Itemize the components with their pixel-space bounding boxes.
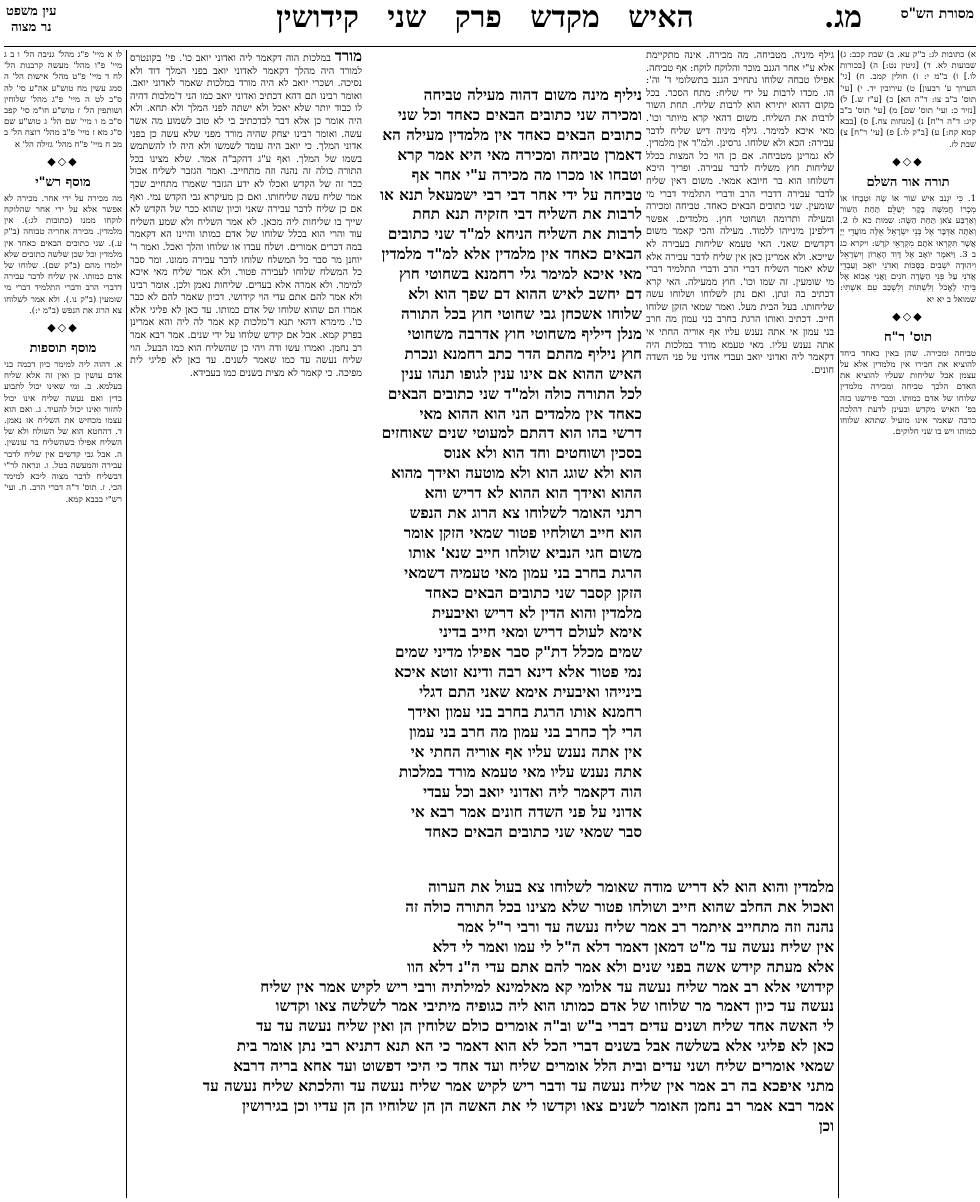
gemara-lower-block bbox=[130, 878, 834, 1200]
gemara-upper-line: הזקן קסבר שני כתובים הבאים כאחד bbox=[425, 583, 642, 602]
masoret-hashas-text: א) כתובות לג: ב"ק עא. ב) שבת קכב: ג) שבועות לא. ד) [גיטין נט:] ה) [בכורות לו.] ו) ב"מ י: ז) חולין קמב. ח) [גי' הערוך ע' רבעון] ט) עירובין יד. י) [עי' תוס' ב"ב צו: ד"ה הא] כ) [ע"ז ש.] ל) [נזיר כ: ועי' תוס' שם] מ) [עי' תוס' ב"ב קיג: ד"ה ר"ח] נ) [מנחות צח.] ס) [בבא קמא קח:] ע) [ב"ק לו.] פ) [עי' ר"ח] צ) שבת לז. bbox=[840, 50, 976, 150]
gemara-upper-line: הבאים כאחד אין מלמדין אלא למ"ד מלמדין bbox=[381, 245, 642, 264]
tos-rhch-text: טביחה ומכירה. שהן באין כאחד ביחד להוציא את חבירו אין מלמדין אלא על עצמן אבל שליחות שעליו להוציא את האדם הלכך טביחה ומכירה מלמדין שלוחו של אדם כמותו. וכבר פירשנו בזה בפ' האיש מקדש ובעינן לדעת דהלכה כרבה שאמר אינו מועיל שתהא שלוחו כמותו ויש בו שני חלוקים. bbox=[840, 348, 976, 438]
gemara-upper-line: ומכירה שני כתובים הבאים כאחד וכל שני bbox=[397, 105, 642, 124]
ein-mishpat-text: לו א מיי' פ"ג מהל' גניבה הל' ו ב ג מיי' פ"ו מהל' מעשה קרבנות הל' לח ד מיי' פ"ט מהל' אישות הל' ה סמג עשין מח טוש"ע אה"ע סי' לה ס"ב לט ה מיי' פ"ג מהל' שלוחין ושותפין הל' ז טוש"ע חו"מ סי' קפב ס"ב מ ו מיי' שם הל' ג טוש"ע שם ס"ג מא ז מיי' פ"ב מהל' רוצח הל' ב מב ח מיי' פ"ח מהל' גזילה הל' א bbox=[4, 50, 122, 150]
musaf-tosafot-text: א. דהוה ליה למימר כיון דכמה בני אדם עושין כן ואין זה אלא שליח בעלמא. ב. ומי שאינו יכול לתבוע בדין ואם נעשה שליח אינו יכול לחזור ואינו יכול להעיד. ג. ואם הוא עצמו מכחיש את השליח אז נאמן. ד. דהחטא הוא של השולח ולא של השליח אפילו כשהשליח בר עונשין. ה. אבל גבי קדשים אין שליח לדבר עבירה והמעשה בטל. ו. ונראה לר"י דבשליח לדבר מצוה ליכא למימר הכי. ז. תוס' ד"ה דברי הרב. ח. ועי' רש"י בבבא קמא. bbox=[4, 360, 122, 505]
gemara-upper-line: טביחה על ידי אחר דבי רבי ישמעאל תנא או bbox=[380, 185, 642, 204]
gemara-center-column bbox=[366, 86, 642, 896]
ornament-divider: ◆◇◆ bbox=[892, 154, 924, 168]
gemara-upper-line: דאמרן טביחה ומכירה מאי היא אמר קרא bbox=[397, 145, 642, 164]
page-header bbox=[0, 0, 980, 46]
gemara-lower-line: מתני איפכא בה רב אמר אין שליח נעשה עד ודבר ריש לקיש אמר שליח נעשה עד והלכתא שליח נעשה עד bbox=[202, 1077, 834, 1096]
gemara-upper-line: שמים מכלל דת"ק סבר אפילו מדיני שמים bbox=[394, 643, 642, 662]
gemara-upper-line: אימא לעולם דריש ומאי חייב בדיני bbox=[438, 623, 642, 642]
gemara-upper-line: ניליף מינה משום דהוה מעילה טביחה bbox=[423, 86, 642, 104]
rashi-text: גילף מיניה. מטביחה. מה מכירה. אינה מתקיימת אלא ע"י אחר הגנב מוכר והלוקח לוקח: אף טביחה. אפילו טבחה שלוחו נתחייב הגנב בתשלומי ד' וה': הו. מכדו לרבות על ידי שליח: מתח הסכר. בכל מקום דהוא יתירא הוא לרבות שליח. תחת השור לרבות את השליח. משום דהאי קרא מיותר וכו'. מאי איכא למימר. גילף מיניה דיש שליח לדבר עבירה: הכא ולא שלוחו. גרסינן. ולמ"ד אין מלמדין. לא גמרינן מטביחה. אם כן הוי כל המצות בכלל שליחות חוץ משליח לדבר עבירה. ופריך היכא דשלוחו הוא בר חיובא אמאי. משום דאין שליח לדבר עבירה דדברי הרב ודברי התלמיד דברי מי שומעין. שני כתובים הבאים כאחד. טביחה ומכירה ומעילה ותרומה ושחוטי חוץ. מלמדים. אפשר דילפינן מינייהו ללמוד. מעילה והכי קאמר משום דקדשים שאני. האי טעמא שליחות בעבירה לא שייכא. ולא אמרינן כאן אין שליח לדבר עבירה אלא שלא יאמר השליח דברי הרב ודברי התלמיד דברי מי שומעין. זה שמו וכו'. חוץ ממעילה. האי קרא דכתיב בה ונתן. ואם נתן לשלוחו ושלוחו עשה שליחותו. בעל הבית מעל. ואמר שמאי הזקן שלוחו חייב. דכתיב ואותו הרגת בחרב בני עמון מה חרב בני עמון אי אתה נענש עליו אף אוריה החתי אי אתה נענש עליו. מאי טעמא מורד במלכות היה דקאמר ליה ואדוני יואב ועבדי אדוני על פני השדה חונים. bbox=[646, 50, 834, 376]
ornament-divider: ◆◇◆ bbox=[892, 309, 924, 323]
gemara-lower-line: כאן לא פליגי אלא בשלשה אבל בשנים דברי הכל לא הוא דאמר כי הא תנא דתניא רבי נתן אומר בית bbox=[236, 1037, 834, 1056]
gemara-upper-line: ההוא ואידך הוא ההוא לא דריש והא bbox=[424, 484, 642, 503]
gemara-lower-line: אמר רבא אמר רב נחמן האומר לשנים צאו וקדשו לי את האשה הן הן שלוחיו הן הן עדיו וכן בגירושין bbox=[242, 1096, 834, 1115]
ornament-divider: ◆◇◆ bbox=[47, 154, 79, 168]
gemara-upper-line: רתני האומר לשלוחו צא הרוג את הנפש bbox=[409, 504, 642, 523]
ein-mishpat-heading-line2: נר מצוה bbox=[10, 20, 52, 35]
gemara-upper-line: בינייהו ואיבעית אימא שאני התם דגלי bbox=[419, 683, 642, 702]
column-divider bbox=[838, 50, 839, 1198]
gemara-upper-line: הרי לך כחרב בני עמון מה חרב בני עמון bbox=[409, 723, 642, 741]
gemara-lower-line: אין שליח נעשה עד מ"ט דמאן דאמר דלא ה"ל לי עמו ואמר לי דלא bbox=[432, 937, 834, 956]
header-rule bbox=[4, 46, 976, 47]
musaf-rashi-title: מוסף רש"י bbox=[35, 174, 91, 190]
gemara-lower-line: נהנה וזה מתחייב איתמר רב אמר שליח נעשה עד ורבי ר"ל אמר bbox=[457, 917, 834, 936]
gemara-upper-line: נמי פטור אלא דינא רבה ודינא זוטא איכא bbox=[394, 663, 642, 682]
tosafot-column bbox=[130, 50, 362, 930]
gemara-upper-line: הוא חייב ושולחיו פטור שמאי הזקן אומר bbox=[403, 523, 642, 542]
gemara-upper-line: דרשי בהו הוא דהתם למעוטי שנים שאוחזים bbox=[381, 424, 642, 443]
folio-number: מג. bbox=[823, 0, 862, 35]
gemara-upper-line: רחמנא אותו הרגת בחרב בני עמון ואידך bbox=[407, 703, 642, 722]
gemara-upper-line: מלמדין והוא הדין לא דריש ואיבעית bbox=[432, 603, 642, 622]
gemara-upper-line: אתה נענש עליו מאי טעמא מורד במלכות bbox=[398, 762, 642, 781]
gemara-lower-line: נעשה עד כיון דאמר מר שלוחו של אדם כמותו הוא ליה כגופיה מיתיבי אמר לשלשה צאו וקדשו bbox=[275, 997, 834, 1016]
gemara-upper-text bbox=[366, 86, 642, 842]
masoret-hashas-heading: מסורת הש"ס bbox=[900, 6, 974, 22]
gemara-lower-line: שמאי אומרים שליח ושני עדים ובית הלל אומרים שליח ועד אחד כי היכי דפשוט ועד אחא בריה דרבא bbox=[233, 1057, 834, 1076]
ein-mishpat-heading bbox=[6, 4, 56, 36]
gemara-upper-line: מאי איכא למימר גלי רחמנא בשחוטי חוץ bbox=[398, 265, 642, 284]
gemara-upper-line: הוה דקאמר ליה ואדוני יואב וכל עבדי bbox=[423, 782, 642, 801]
musaf-rashi-text: מה מכירה על ידי אחר. מכירה לא אפשר אלא על ידי אחר שהלוקח לוקחו ממנו (כתובות לג:). אין מלמדין. מכירה אחריה טבוחה (ב"ק ע.). שני כתובים הבאים כאחד אין מלמדין וכל שכן שלשה כתובים שלא ילמדו מהם (ב"ק שם). שלוחו של אדם כמותו. אין שליח לדבר עבירה דדברי הרב ודברי התלמיד דברי מי שומעין (ב"ק נו.). ולא אמר לשלוחו צא הרוג את הנפש (ב"מ י:). bbox=[4, 193, 122, 316]
rashi-column bbox=[646, 50, 834, 930]
gemara-lower-line: וכן bbox=[818, 1116, 834, 1135]
gemara-lower-text bbox=[130, 878, 834, 1137]
gemara-upper-line: לרבות את השליח דבי חזקיה תנא תחת bbox=[412, 205, 642, 224]
gemara-lower-line: קידושי אלא רב אמר שליח נעשה עד אלומי קא מאלמינא למילתיה ורבי ריש לקיש אמר אין שליח bbox=[260, 977, 834, 996]
gemara-upper-line: לכל התורה כולה ולמ"ד שני כתובים הבאים bbox=[387, 384, 642, 403]
gemara-upper-line: מנלן דיליף משחוטי חוץ אדרבה משחוטי bbox=[407, 324, 642, 343]
gemara-upper-line: משום חגי הנביא שולחו חייב שנא' אותו bbox=[408, 543, 642, 562]
gemara-upper-line: כאחד אין מלמדים הני הוא ההוא מאי bbox=[419, 404, 642, 423]
tosafot-heading: מורד bbox=[334, 50, 362, 65]
gemara-lower-line: אלא מעתה קידש אשה בפני שנים ולא אמר להם אתם עדי ה"נ דלא הוו bbox=[407, 957, 834, 976]
right-margin-column bbox=[840, 50, 976, 1198]
ornament-divider: ◆◇◆ bbox=[47, 321, 79, 335]
left-margin-column bbox=[4, 50, 122, 1198]
gemara-upper-line: האיש ההוא אם אינו ענין לגופו תנהו ענין bbox=[401, 364, 642, 383]
column-divider bbox=[126, 50, 127, 1198]
gemara-upper-line: חוץ ניליף מהתם הדר כתב רחמנא ונכרת bbox=[404, 344, 642, 363]
gemara-lower-line: לי האשה אחד שליח ושנים עדים דברי ב"ש וב"ה אומרים כולם שלוחין הן ואין שליח נעשה עד עד bbox=[256, 1017, 834, 1036]
musaf-tosafot-title: מוסף תוספות bbox=[29, 341, 97, 357]
gemara-upper-line: סבר שמאי שני כתובים הבאים כאחד bbox=[424, 822, 642, 841]
gemara-upper-line: דם יחשב לאיש ההוא דם שפך הוא ולא bbox=[408, 285, 642, 304]
gemara-upper-line: כתובים הבאים כאחד אין מלמדין מעילה הא bbox=[382, 125, 642, 144]
gemara-lower-line: ואכול את החלב שהוא חייב ושולחו פטור שלא מצינו בכל התורה כולה זה bbox=[405, 897, 834, 916]
ein-mishpat-heading-line1: עין משפט bbox=[6, 4, 57, 19]
gemara-upper-line: וטבחו או מכרו מה מכירה ע"י אחר אף bbox=[411, 165, 642, 184]
tos-rhch-title: תוס' ר"ח bbox=[883, 329, 932, 345]
torah-or-text: 1. כִּי יִגְנֹב אִישׁ שׁוֹר אוֹ שֶׂה וּטְבָחוֹ אוֹ מְכָרוֹ חֲמִשָּׁה בָקָר יְשַׁלֵּם תַּחַת הַשּׁוֹר וְאַרְבַּע צֹאן תַּחַת הַשֶּׂה: שמות כא לז 2. וְאַתָּה אַדְּבָּר אֶל בְּנֵי יִשְׂרָאֵל אֵלֶּה מוֹעֲדֵי יְיָ אֲשֶׁר תִּקְרְאוּ אֹתָם מִקְרָאֵי קֹדֶשׁ: ויקרא כג ב 3. וַיֹּאמֶר יוֹאָב אֶל דָּוִד הָאָרוֹן וְיִשְׂרָאֵל וִיהוּדָה יֹשְׁבִים בַּסֻּכּוֹת וַאדֹנִי יוֹאָב וְעַבְדֵי אֲדֹנִי עַל פְּנֵי הַשָּׂדֶה חֹנִים וַאֲנִי אָבוֹא אֶל בֵּיתִי לֶאֱכֹל וְלִשְׁתּוֹת וְלִשְׁכַּב עִם אִשְׁתִּי: שמואל ב יא יא bbox=[840, 193, 976, 305]
chapter-title: האיש מקדש פרק שני קידושין bbox=[276, 0, 694, 35]
gemara-upper-line: הוא ולא שוגג הוא ולא מוטעה ואידך מהוא bbox=[390, 464, 642, 483]
gemara-upper-line: הרגת בחרב בני עמון מאי טעמיה דשמאי bbox=[404, 563, 642, 582]
gemara-upper-line: לרבות את השליח הניחא למ"ד שני כתובים bbox=[387, 225, 642, 244]
gemara-upper-line: בסכין ושוחטים וחד הוא ולא אנוס bbox=[443, 444, 642, 463]
gemara-upper-line: אדוני על פני השדה חונים אמר רבא אי bbox=[410, 802, 642, 821]
torah-or-title: תורה אור השלם bbox=[866, 174, 950, 190]
tosafot-text: במלכות הוה דקאמר ליה ואדוני יואב כו'. פי' בקונטרס למורד היה מהלך דקאמר לאדוני יואב בפני המלך דוד ולא נסיכה. ושכרי יואב לא היה מורד במלכות שאמר לאדוני יואב. ואומר רבינו תם דהא דכתיב ואדוני יואב כמו הני ד'מלכות דהיה לו כבוד יותר שלא יאכל ולא ישתה לפני המלך ולא תחא. ולא היה אומר כן אלא דבר לכדכתיב בי לא טוב לשמוע מה אשר עשה. ואומר רבינו יצחק שהיה מורד מפני שלא עשה כן בפני אדוני המלך. כי יואב היה עומד לשמשו ולא היה לו להשתמש בשמו של המלך. ואף ע"ג דהקב"ה אמר. שלא מצינו בכל התורה כולה זה נהנה וזה מתחייב. ואמר הגזבר לשליח אכול ככר זה של הקדש ואכלו לא ידע הגזבר שאמרו מתחייב שכך אמר שליח עשה שליחותו. ואם כן מעיקרא גבי הקדש נמי. ואף אם כן שליח לדבר עבירה שאני וכיון שהוא ככר של הקדש לא שייך בו שליחות ליה מכאן. לא אמר השליח ולא שמע השליח עוד והרי הוא בכלל שלוחו של אדם כמותו והיינו הא דקאמר במה דברים אמורים. ושלח עבדו או שלוחו והלך ואכל. ואמר ר' יוחנן מר סבר כל המשלח שלוחו לדבר עבירה ממונו. ומר סבר כל המשלח שלוחו לעבירה פטור. ולא אמר שליח מאי איכא למימר. ולא אמרה אלא בעדים. שליחות נאמן ולכן. אומר רבינו ולא אמר להם אתם עדי הוי קידושי. דכיון שאמר להם לא כבר אמרו הם שהוא שלוחו של אדם כמותו. עד כאן לא פליגי אלא כו'. מימרא דהאי תנא ד'מלכות קא אמר לה ליה והא אמרינן בפרק קמא. אבל אם קידש שלוחו על ידי שנים. אמר רבא אמר רב נחמן. ואמרו עשו ודה ויהי כן שהשליח הוא כמו הבעל. הוי שליח נעשה עד כמו שאמר לשנים. עד כאן לא פליגי לית מפיכה. כי קאמר לא מצית בשנים כמו בעבידא. bbox=[130, 53, 362, 379]
gemara-lower-line: מלמדין והוא הוא לא דריש מודה שאומר לשלוחו צא בעול את הערוה bbox=[428, 878, 834, 896]
gemara-upper-line: אין אתה נענש עליו אף אוריה החתי אי bbox=[410, 742, 642, 761]
gemara-upper-line: שלוחו אשכחן גבי שחוטי חוץ בכל התורה bbox=[401, 304, 642, 323]
